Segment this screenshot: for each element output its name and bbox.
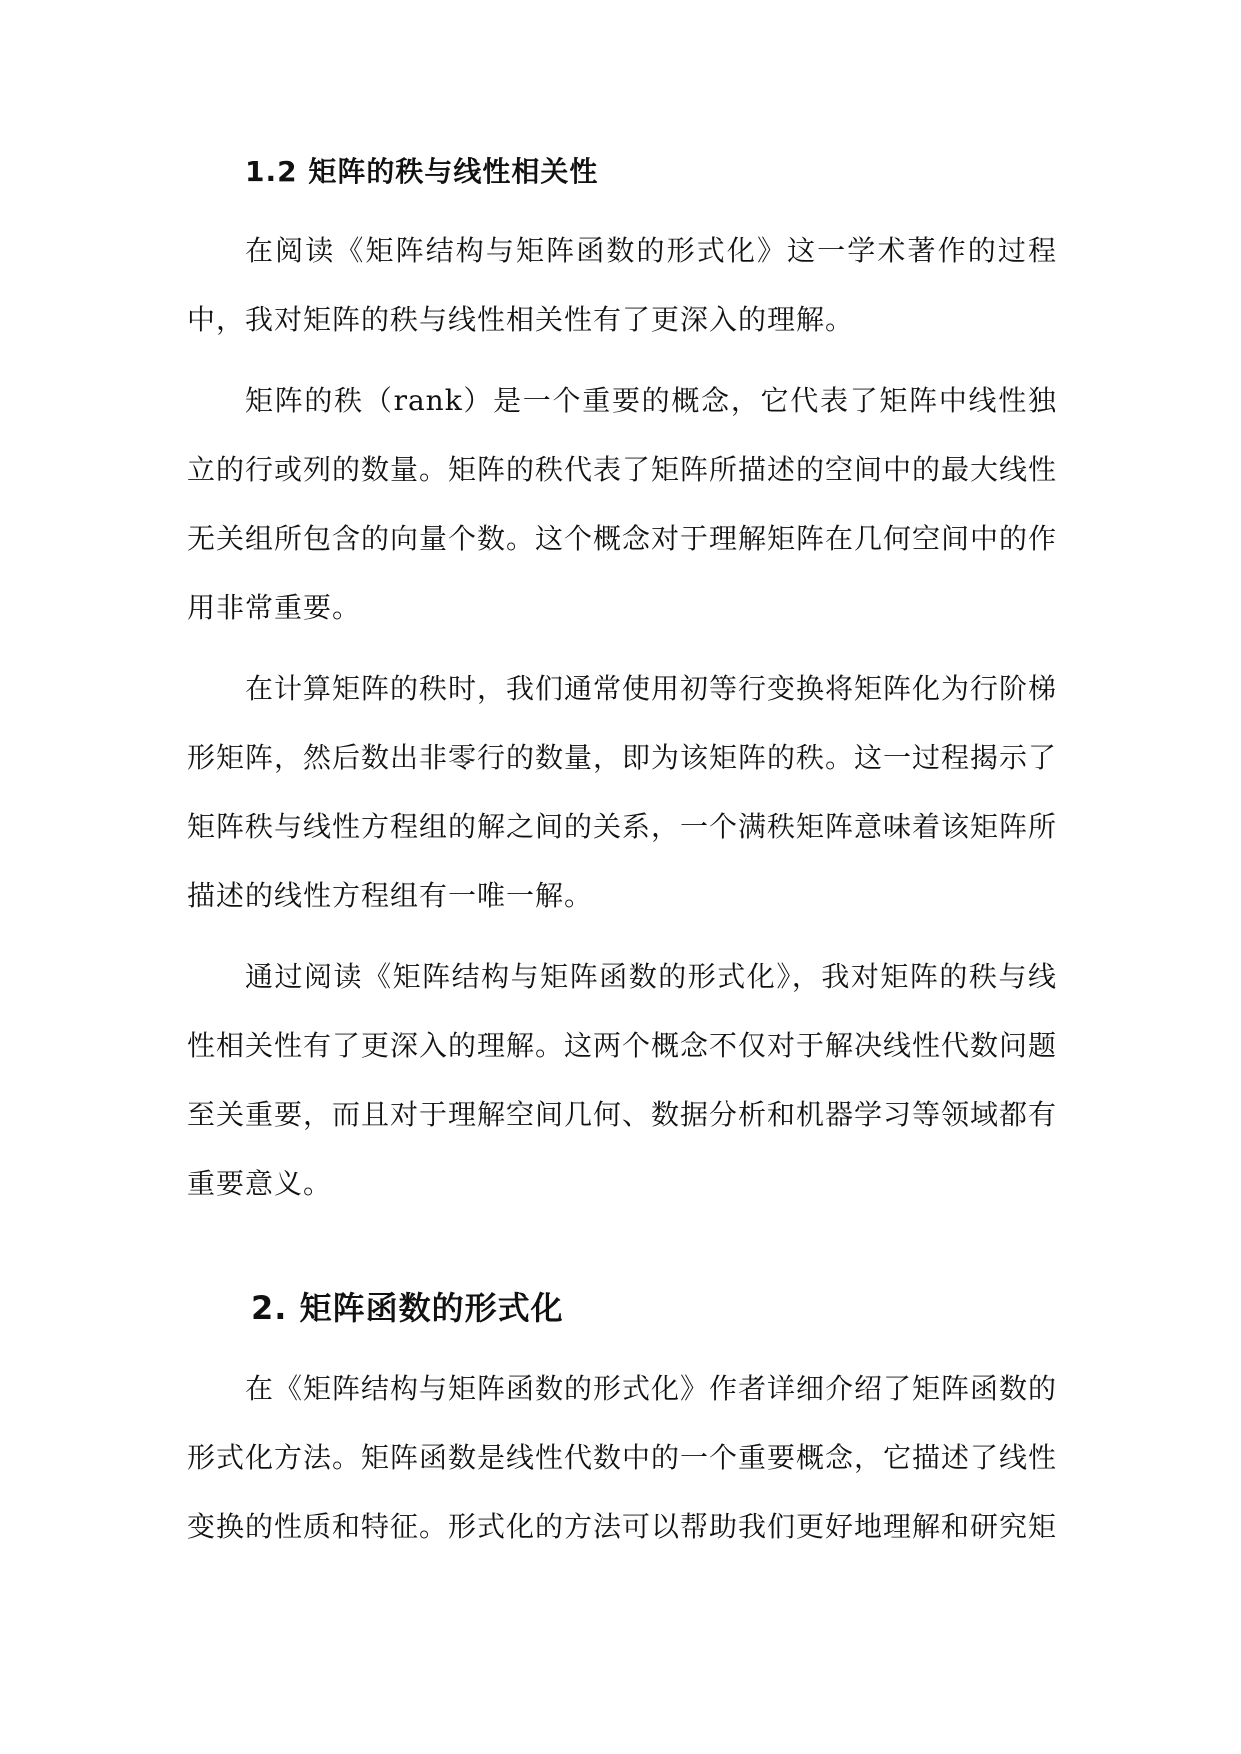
paragraph: 在《矩阵结构与矩阵函数的形式化》作者详细介绍了矩阵函数的形式化方法。矩阵函数是线性代数中的一个重要概念，它描述了线性变换的性质和特征。形式化的方法可以帮助我们更好地理解和研究矩 xyxy=(187,1372,1058,1543)
paragraph: 通过阅读《矩阵结构与矩阵函数的形式化》，我对矩阵的秩与线性相关性有了更深入的理解。这两个概念不仅对于解决线性代数问题至关重要，而且对于理解空间几何、数据分析和机器学习等领域都有重要意义。 xyxy=(187,960,1058,1200)
paragraph: 矩阵的秩（rank）是一个重要的概念，它代表了矩阵中线性独立的行或列的数量。矩阵的秩代表了矩阵所描述的空间中的最大线性无关组所包含的向量个数。这个概念对于理解矩阵在几何空间中的作用非常重要。 xyxy=(187,384,1058,624)
section-heading: 2. 矩阵函数的形式化 xyxy=(251,1289,564,1327)
subsection-heading: 1.2 矩阵的秩与线性相关性 xyxy=(245,155,599,188)
spacer xyxy=(187,642,1057,654)
paragraph: 在阅读《矩阵结构与矩阵函数的形式化》这一学术著作的过程中，我对矩阵的秩与线性相关性有了更深入的理解。 xyxy=(187,234,1057,336)
spacer xyxy=(187,354,1057,366)
spacer xyxy=(187,930,1057,942)
page-content xyxy=(187,140,1057,1561)
paragraph: 在计算矩阵的秩时，我们通常使用初等行变换将矩阵化为行阶梯形矩阵，然后数出非零行的数量，即为该矩阵的秩。这一过程揭示了矩阵秩与线性方程组的解之间的关系，一个满秩矩阵意味着该矩阵所描述的线性方程组有一唯一解。 xyxy=(187,672,1058,912)
spacer xyxy=(187,204,1057,216)
